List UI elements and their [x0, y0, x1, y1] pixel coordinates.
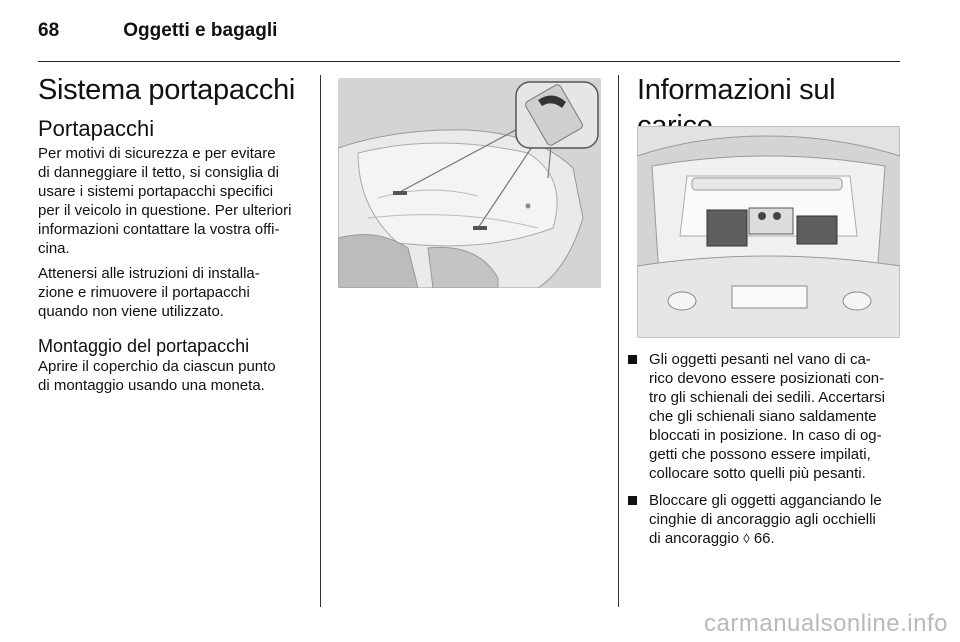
bullet-square-icon: [628, 355, 637, 364]
load-bullet-list: [625, 350, 905, 556]
car-roof-drawing: [338, 78, 601, 288]
bullet-square-icon: [628, 496, 637, 505]
paragraph-mounting: Aprire il coperchio da ciascun punto di montaggio usando una moneta.: [38, 358, 276, 394]
page-header: [38, 20, 277, 42]
list-item: Bloccare gli oggetti agganciando le cinghie di ancoraggio agli occhielli di ancoraggio ◊ 66.: [625, 491, 905, 548]
left-column: [38, 72, 308, 401]
column-divider-2: [618, 75, 619, 607]
subheading-roof-rack: Portapacchi: [38, 116, 155, 141]
section-title: Oggetti e bagagli: [123, 20, 278, 41]
list-item: Gli oggetti pesanti nel vano di ca- rico devono essere posizionati con- tro gli schienali dei sedili. Accertarsi che gli schienali siano saldamente bloccati in posizione. In caso di og- getti che possono essere impilati, collocare sotto quelli più pesanti.: [625, 350, 905, 483]
cargo-area-illustration: [637, 126, 900, 338]
page-reference-link[interactable]: 66.: [749, 530, 775, 547]
roof-rack-illustration: [338, 78, 601, 288]
section-heading-load-info: Informazioni sul: [637, 74, 836, 106]
trunk-drawing: [637, 126, 900, 338]
arrow-reference-icon[interactable]: ◊: [743, 531, 750, 546]
watermark: carmanualsonline.info: [704, 610, 948, 637]
section-heading-roof-rack-system: Sistema portapacchi: [38, 74, 296, 106]
header-rule: [38, 61, 900, 62]
page-number: 68: [38, 20, 60, 41]
paragraph-installation: Attenersi alle istruzioni di installa- zione e rimuovere il portapacchi quando non viene utilizzato.: [38, 265, 260, 320]
subheading-mounting: Montaggio del portapacchi: [38, 336, 250, 356]
column-divider-1: [320, 75, 321, 607]
paragraph-safety: Per motivi di sicurezza e per evitare di danneggiare il tetto, si consiglia di usare i sistemi portapacchi specifici per il veicolo in questione. Per ulteriori informazioni contattare la vostra offi- cina.: [38, 145, 292, 257]
